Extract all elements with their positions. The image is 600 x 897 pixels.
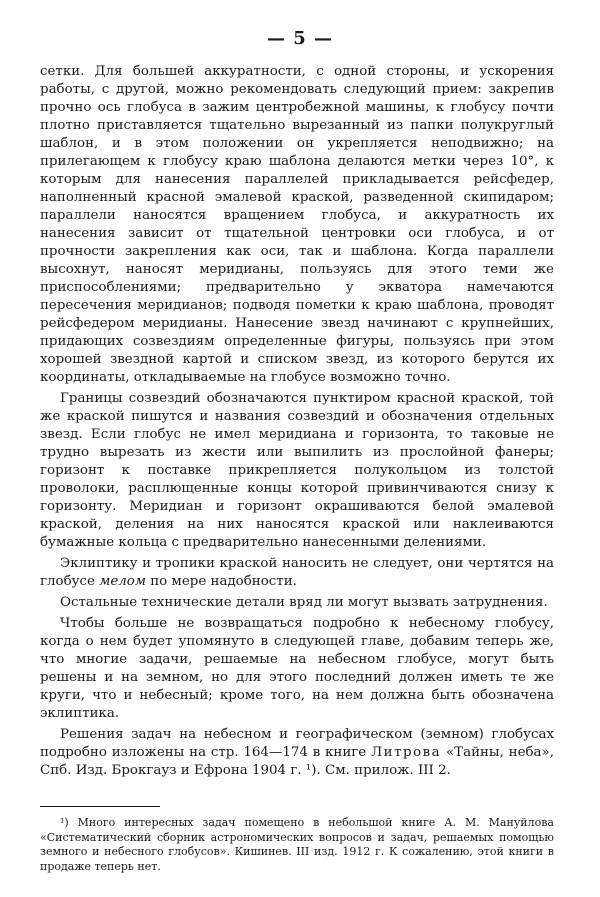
paragraph-3-text-before: Эклиптику и тропики краской наносить не следует, они чертятся на глобусе (40, 556, 554, 589)
paragraph-2: Границы созвездий обозначаются пунктиром красной краской, той же краской пишутся и названия созвездий и обозначения отдельных звезд. Если глобус не имел меридиана и горизонта, то таковые не трудно вырезать из жести или выпилить из прослойной фанеры; горизонт к поставке прикрепляется полукольцом из толстой проволоки, расплющенные концы которой привинчиваются снизу к горизонту. Меридиан и горизонт окрашиваются белой эмалевой краской, деления на них наносятся краской или наклеиваются бумажные кольца с предварительно нанесенными делениями. (40, 391, 554, 550)
paragraph-3-text-after: по мере надобности. (145, 574, 297, 589)
paragraph-3 (40, 555, 554, 591)
paragraph-4: Остальные технические детали вряд ли могут вызвать затруднения. (60, 595, 548, 610)
paragraph-1: сетки. Для большей аккуратности, с одной стороны, и ускорения работы, с другой, можно рекомендовать следующий прием: закрепив прочно ось глобуса в зажим центробежной машины, к глобусу почти плотно приставляется тщательно вырезанный из папки полукруглый шаблон, и в этом положении он укрепляется неподвижно; на прилегающем к глобусу краю шаблона делаются метки через 10°, к которым для нанесения параллелей прикладывается рейсфедер, наполненный красной эмалевой краской, разведенной скипидаром; параллели наносятся вращением глобуса, и аккуратность их нанесения зависит от тщательной центровки оси глобуса, и от прочности закрепления как оси, так и шаблона. Когда параллели высохнут, наносят меридианы, пользуясь для этого теми же приспособлениями; предварительно у экватора намечаются пересечения меридианов; подводя пометки к краю шаблона, проводят рейсфедером меридианы. Нанесение звезд начинают с крупнейших, придающих созвездиям определенные фигуры, пользуясь при этом хорошей звездной картой и списком звезд, из которого берутся их координаты, откладываемые на глобусе возможно точно. (40, 64, 554, 385)
page-number: — 5 — (266, 28, 334, 49)
paragraph-6-text-before: Решения задач на небесном и географическом (земном) глобусах подробно изложены на стр. 164—174 в книге (40, 727, 554, 760)
paragraph-6-author: Литрова (371, 745, 442, 760)
paragraph-6 (40, 726, 554, 780)
paragraph-6-text-after: «Тайны, неба», Спб. Изд. Брокгауз и Ефрона 1904 г. ¹). См. прилож. III 2. (40, 745, 554, 778)
main-text (40, 63, 554, 780)
footnote-1: ¹) Много интересных задач помещено в небольшой книге А. М. Мануйлова «Систематический сборник астрономических вопросов и задач, решаемых помощью земного и небесного глобусов». Кишинев. III изд. 1912 г. К сожалению, этой книги в продаже теперь нет. (40, 816, 554, 873)
paragraph-3-emphasis: мелом (99, 574, 146, 589)
paragraph-5: Чтобы больше не возвращаться подробно к небесному глобусу, когда о нем будет упомянуто в следующей главе, добавим теперь же, что многие задачи, решаемые на небесном глобусе, могут быть решены и на земном, но для этого последний должен иметь те же круги, что и небесный; кроме того, на нем должна быть обозначена эклиптика. (40, 616, 554, 721)
footnote-divider (40, 806, 160, 807)
footnotes (40, 816, 554, 874)
